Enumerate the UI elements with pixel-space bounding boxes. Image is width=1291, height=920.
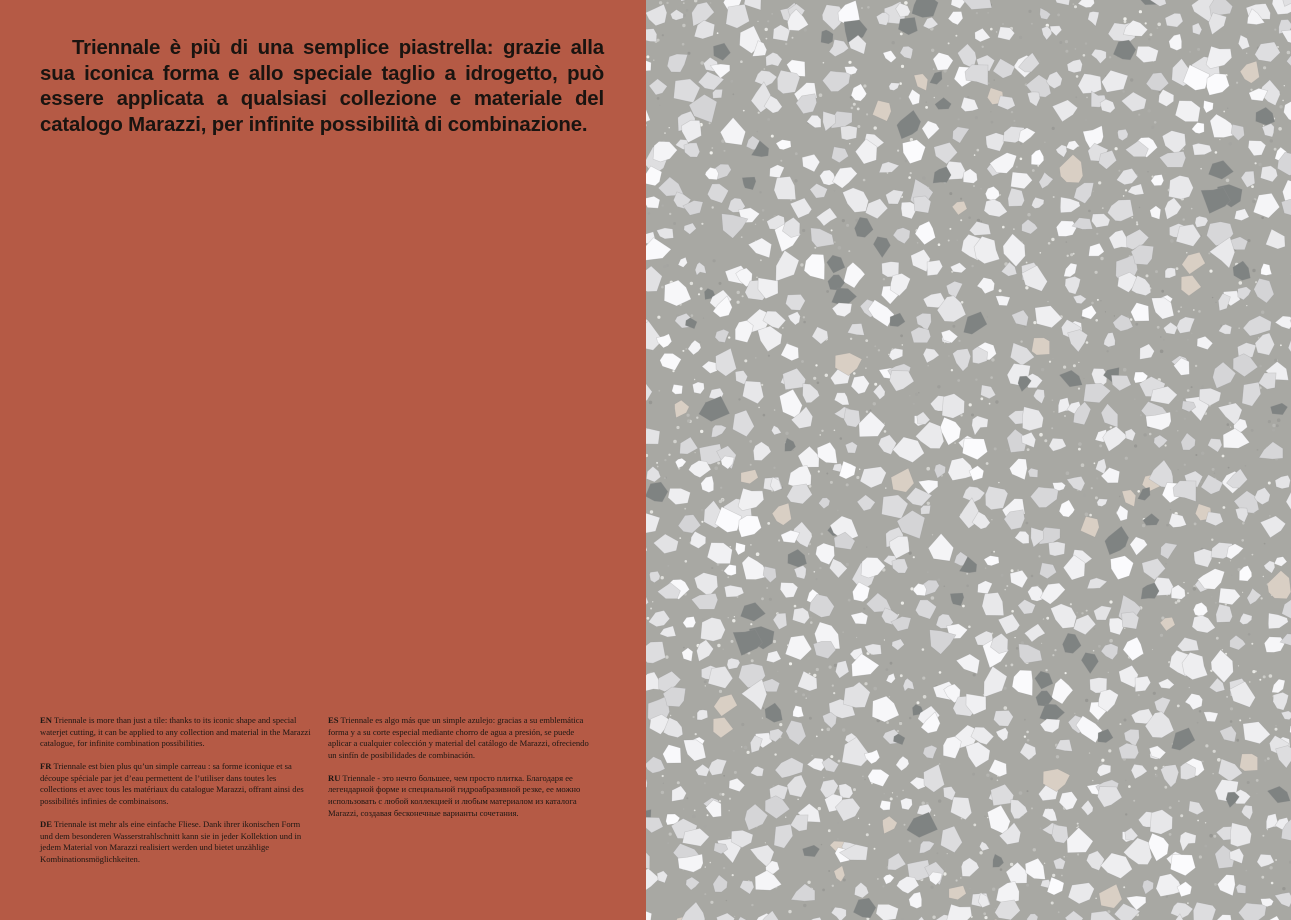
lang-code: DE — [40, 819, 52, 830]
lang-code: FR — [40, 761, 52, 772]
lang-code: ES — [328, 715, 339, 725]
translation-text: Triennale - это нечто большее, чем просто плитка. Благодаря ее легендарной форме и специальной гидроабразивной резке, ее можно использовать с любой коллекцией и любым материалом из каталога Marazzi, создавая бесконечные варианты сочетания. — [328, 772, 581, 818]
headline: Triennale è più di una semplice piastrella: grazie alla sua iconica forma e allo speciale taglio a idrogetto, può essere applicata a qualsiasi collezione e materiale del catalogo Marazzi, per infinite possibilità di combinazione. — [40, 37, 604, 136]
translation-text: Triennale es algo más que un simple azulejo: gracias a su emblemática forma y a su corte especial mediante chorro de agua a presión, se puede aplicar a cualquier colección y material del catálogo de Marazzi, ofreciendo un sinfín de posibilidades de combinación. — [328, 715, 589, 760]
translation-fr — [40, 761, 315, 807]
translations-column-left — [40, 715, 315, 877]
translation-es — [328, 715, 596, 761]
lang-code: EN — [40, 715, 52, 725]
translation-ru — [328, 773, 596, 819]
lang-code: RU — [328, 772, 341, 783]
translations-column-right — [328, 715, 596, 831]
translation-text: Triennale ist mehr als eine einfache Fliese. Dank ihrer ikonischen Form und dem besonderen Wasserstrahlschnitt kann sie in jeder Kollektion und in jedem Material von Marazzi realisiert werden und bietet unzählige Kombinationsmöglichkeiten. — [40, 819, 302, 864]
translation-text: Triennale est bien plus qu’un simple carreau : sa forme iconique et sa découpe spéciale par jet d’eau permettent de l’utiliser dans toutes les collections et avec tous les matériaux du catalogue Marazzi, offrant ainsi des possibilités infinies de combinaisons. — [40, 761, 304, 807]
translation-en — [40, 715, 315, 750]
translation-text: Triennale is more than just a tile: thanks to its iconic shape and special waterjet cutting, it can be applied to any collection and material in the Marazzi catalogue, for infinite combination possibilities. — [40, 715, 311, 749]
translation-de — [40, 819, 315, 865]
terrazzo-texture — [646, 0, 1291, 920]
terrazzo-texture-image — [646, 0, 1291, 920]
